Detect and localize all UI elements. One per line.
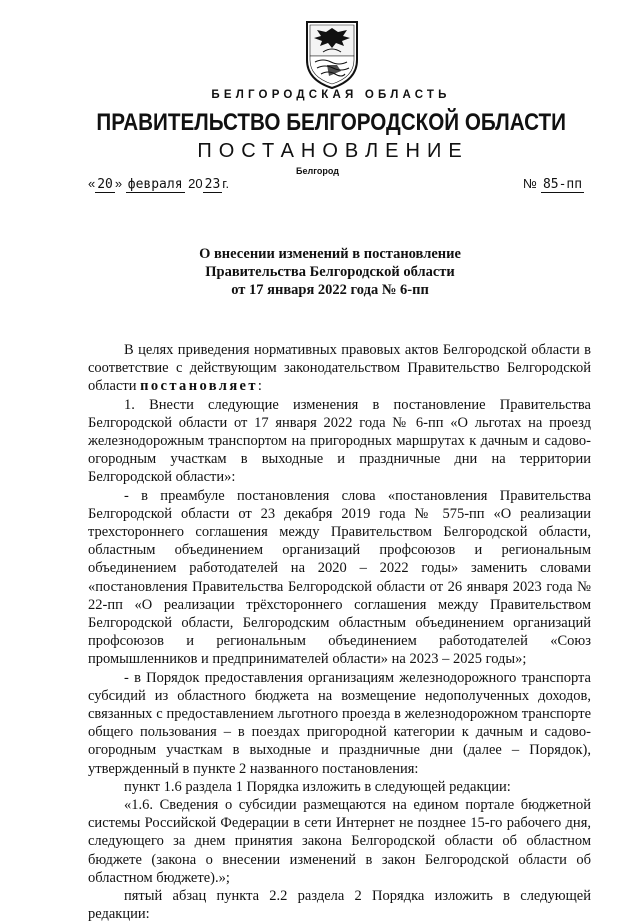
title-line-1: О внесении изменений в постановление (199, 246, 461, 262)
intro-paragraph (88, 341, 591, 396)
city-name: Белгород (296, 166, 339, 176)
paragraph-6: пятый абзац пункта 2.2 раздела 2 Порядка изложить в следующей редакции: (88, 888, 591, 923)
number-label: № (523, 176, 537, 191)
document-date (88, 176, 229, 192)
paragraph-2: - в преамбуле постановления слова «постановления Правительства Белгородской области от 23 декабря 2019 года № 575-пп «О реализации трехстороннего соглашения между Правительством Белгородской области, областным объединением организаций профсоюзов и региональным объединением работодателей на 2020 – 2022 годы» заменить словами «постановления Правительства Белгородской области от 26 января 2023 года № 22-пп «О реализации трёхстороннего соглашения между Правительством Белгородской области, Белгородским областным объединением организаций профсоюзов и региональным объединением работодателей «Союз промышленников и предпринимателей области» на 2023 – 2025 годы»; (88, 487, 591, 668)
date-year-suffix: 23 (204, 177, 221, 192)
date-year-abbr: г. (222, 176, 230, 191)
resolves-word: постановляет (140, 378, 258, 395)
government-name: ПРАВИТЕЛЬСТВО БЕЛГОРОДСКОЙ ОБЛАСТИ (96, 109, 566, 136)
paragraph-4: пункт 1.6 раздела 1 Порядка изложить в следующей редакции: (124, 778, 511, 795)
date-close-quote: » (114, 176, 123, 191)
coat-of-arms-icon (301, 18, 363, 92)
document-body (88, 341, 591, 924)
document-title (0, 245, 640, 299)
intro-text: В целях приведения нормативных правовых актов Белгородской области в соответствие с действующим законодательством Правительство Белгородской области (88, 342, 591, 395)
document-number (523, 176, 584, 192)
title-line-2: Правительства Белгородской области (205, 264, 455, 280)
date-year-prefix: 20 (188, 176, 203, 191)
date-day: 20 (97, 177, 113, 192)
region-name: БЕЛГОРОДСКАЯ ОБЛАСТЬ (211, 89, 451, 101)
document-type: ПОСТАНОВЛЕНИЕ (197, 140, 469, 162)
paragraph-1: 1. Внести следующие изменения в постановление Правительства Белгородской области от 17 января 2022 года № 6-пп «О льготах на проезд железнодорожным транспортом на пригородных маршрутах к дачным и садово-огородным участкам в выходные и праздничные дни на территории Белгородской области»: (88, 396, 591, 486)
date-open-quote: « (88, 176, 96, 191)
paragraph-3: - в Порядок предоставления организациям железнодорожного транспорта субсидий из областного бюджета на возмещение недополученных доходов, связанных с предоставлением льготного проезда в железнодорожном транспорте общего пользования – в поездах пригородной категории к дачным и садово-огородным участкам в выходные и праздничные дни (далее – Порядок), утвержденный в пункте 2 названного постановления: (88, 669, 591, 777)
number-value: 85-пп (542, 177, 583, 192)
paragraph-5: «1.6. Сведения о субсидии размещаются на едином портале бюджетной системы Российской Федерации в сети Интернет не позднее 15-го рабочего дня, следующего за днем принятия закона Белгородской области об областном бюджете (закона о внесении изменений в закон Белгородской области об областном бюджете).»; (88, 797, 591, 886)
resolves-colon: : (257, 378, 262, 395)
title-line-3: от 17 января 2022 года № 6-пп (231, 282, 429, 298)
date-month: февраля (127, 177, 183, 192)
